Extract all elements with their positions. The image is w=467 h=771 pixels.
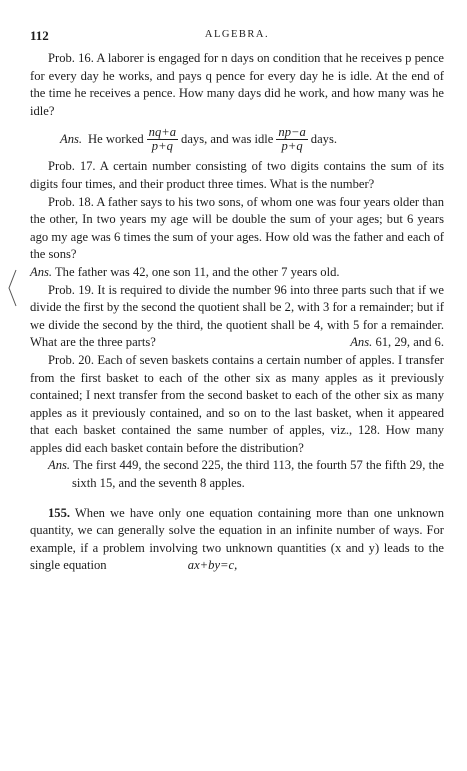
book-page bbox=[30, 28, 444, 575]
answer-text-part1: He worked bbox=[88, 131, 144, 146]
answer-text: 61, 29, and 6. bbox=[375, 335, 444, 350]
fraction-numerator: nq+a bbox=[148, 124, 177, 139]
problem-20-text: Prob. 20. Each of seven baskets contains a certain number of apples. I transfer from the first basket to each of the other six as many apples as it previously contained; I next transfer from the second basket to each of the other six as many apples as it previously contained, and so on to the last basket, when it appeared that each basket contained the same number of apples, viz., 128. How many apples did each basket contain before the distribution? bbox=[30, 352, 444, 455]
answer-text: The first 449, the second 225, the third 113, the fourth 57 the fifth 29, the sixth 15, and the seventh 8 apples. bbox=[72, 458, 445, 491]
fraction-numerator: np−a bbox=[278, 124, 306, 139]
problem-17-text: Prob. 17. A certain number consisting of two digits contains the sum of its digits four times, and their product three times. What is the number? bbox=[30, 159, 444, 191]
answer-label: Ans. bbox=[350, 335, 373, 350]
answer-text-part2: days, and was idle bbox=[181, 131, 274, 146]
fraction-denominator: p+q bbox=[281, 138, 303, 153]
section-text: When we have only one equation containing more than one unknown quantity, we can generally solve the equation in an infinite number of ways. For example, if a problem involving two unknown quantities (x and y) leads to the single equation bbox=[30, 505, 444, 573]
fraction-worked bbox=[147, 126, 178, 153]
section-number: 155. bbox=[48, 505, 71, 520]
problem-19-text bbox=[30, 282, 444, 352]
margin-pencil-mark bbox=[4, 268, 18, 308]
answer-text: The father was 42, one son 11, and the other 7 years old. bbox=[54, 264, 340, 279]
problem-18-text: Prob. 18. A father says to his two sons, of whom one was four years older than the other, In two years my age will be double the sum of your ages; but 6 years ago my age was 6 times the sum of your ages. How old was the father and each of the sons? bbox=[30, 194, 444, 262]
answer-label: Ans. bbox=[60, 131, 83, 146]
problem-18-answer bbox=[30, 264, 444, 282]
page-number: 112 bbox=[30, 28, 49, 43]
equation: ax+by=c, bbox=[187, 558, 238, 573]
problem-16-answer bbox=[30, 120, 444, 158]
problem-20-answer bbox=[30, 457, 444, 492]
answer-label: Ans. bbox=[48, 458, 71, 473]
running-title: ALGEBRA. bbox=[204, 29, 270, 40]
problem-19-answer bbox=[332, 334, 444, 352]
fraction-idle bbox=[276, 126, 307, 153]
answer-label: Ans. bbox=[30, 264, 53, 279]
section-155 bbox=[30, 505, 444, 575]
problem-16-text: Prob. 16. A laborer is engaged for n days on condition that he receives p pence for every day he works, and pays q pence for every day he is idle. At the end of the time he receives a pence. How many days did he work, and how many was he idle? bbox=[30, 51, 444, 118]
problem-19-body: Prob. 19. It is required to divide the number 96 into three parts such that if we divide the first by the second the quotient shall be 2, with 3 for a remainder; but if we divide the second by the third, the quotient shall be 4, with 5 for a remainder. What are the three parts? bbox=[30, 282, 444, 350]
answer-text-part3: days. bbox=[310, 131, 338, 146]
page-header bbox=[30, 28, 444, 50]
fraction-denominator: p+q bbox=[151, 138, 173, 153]
